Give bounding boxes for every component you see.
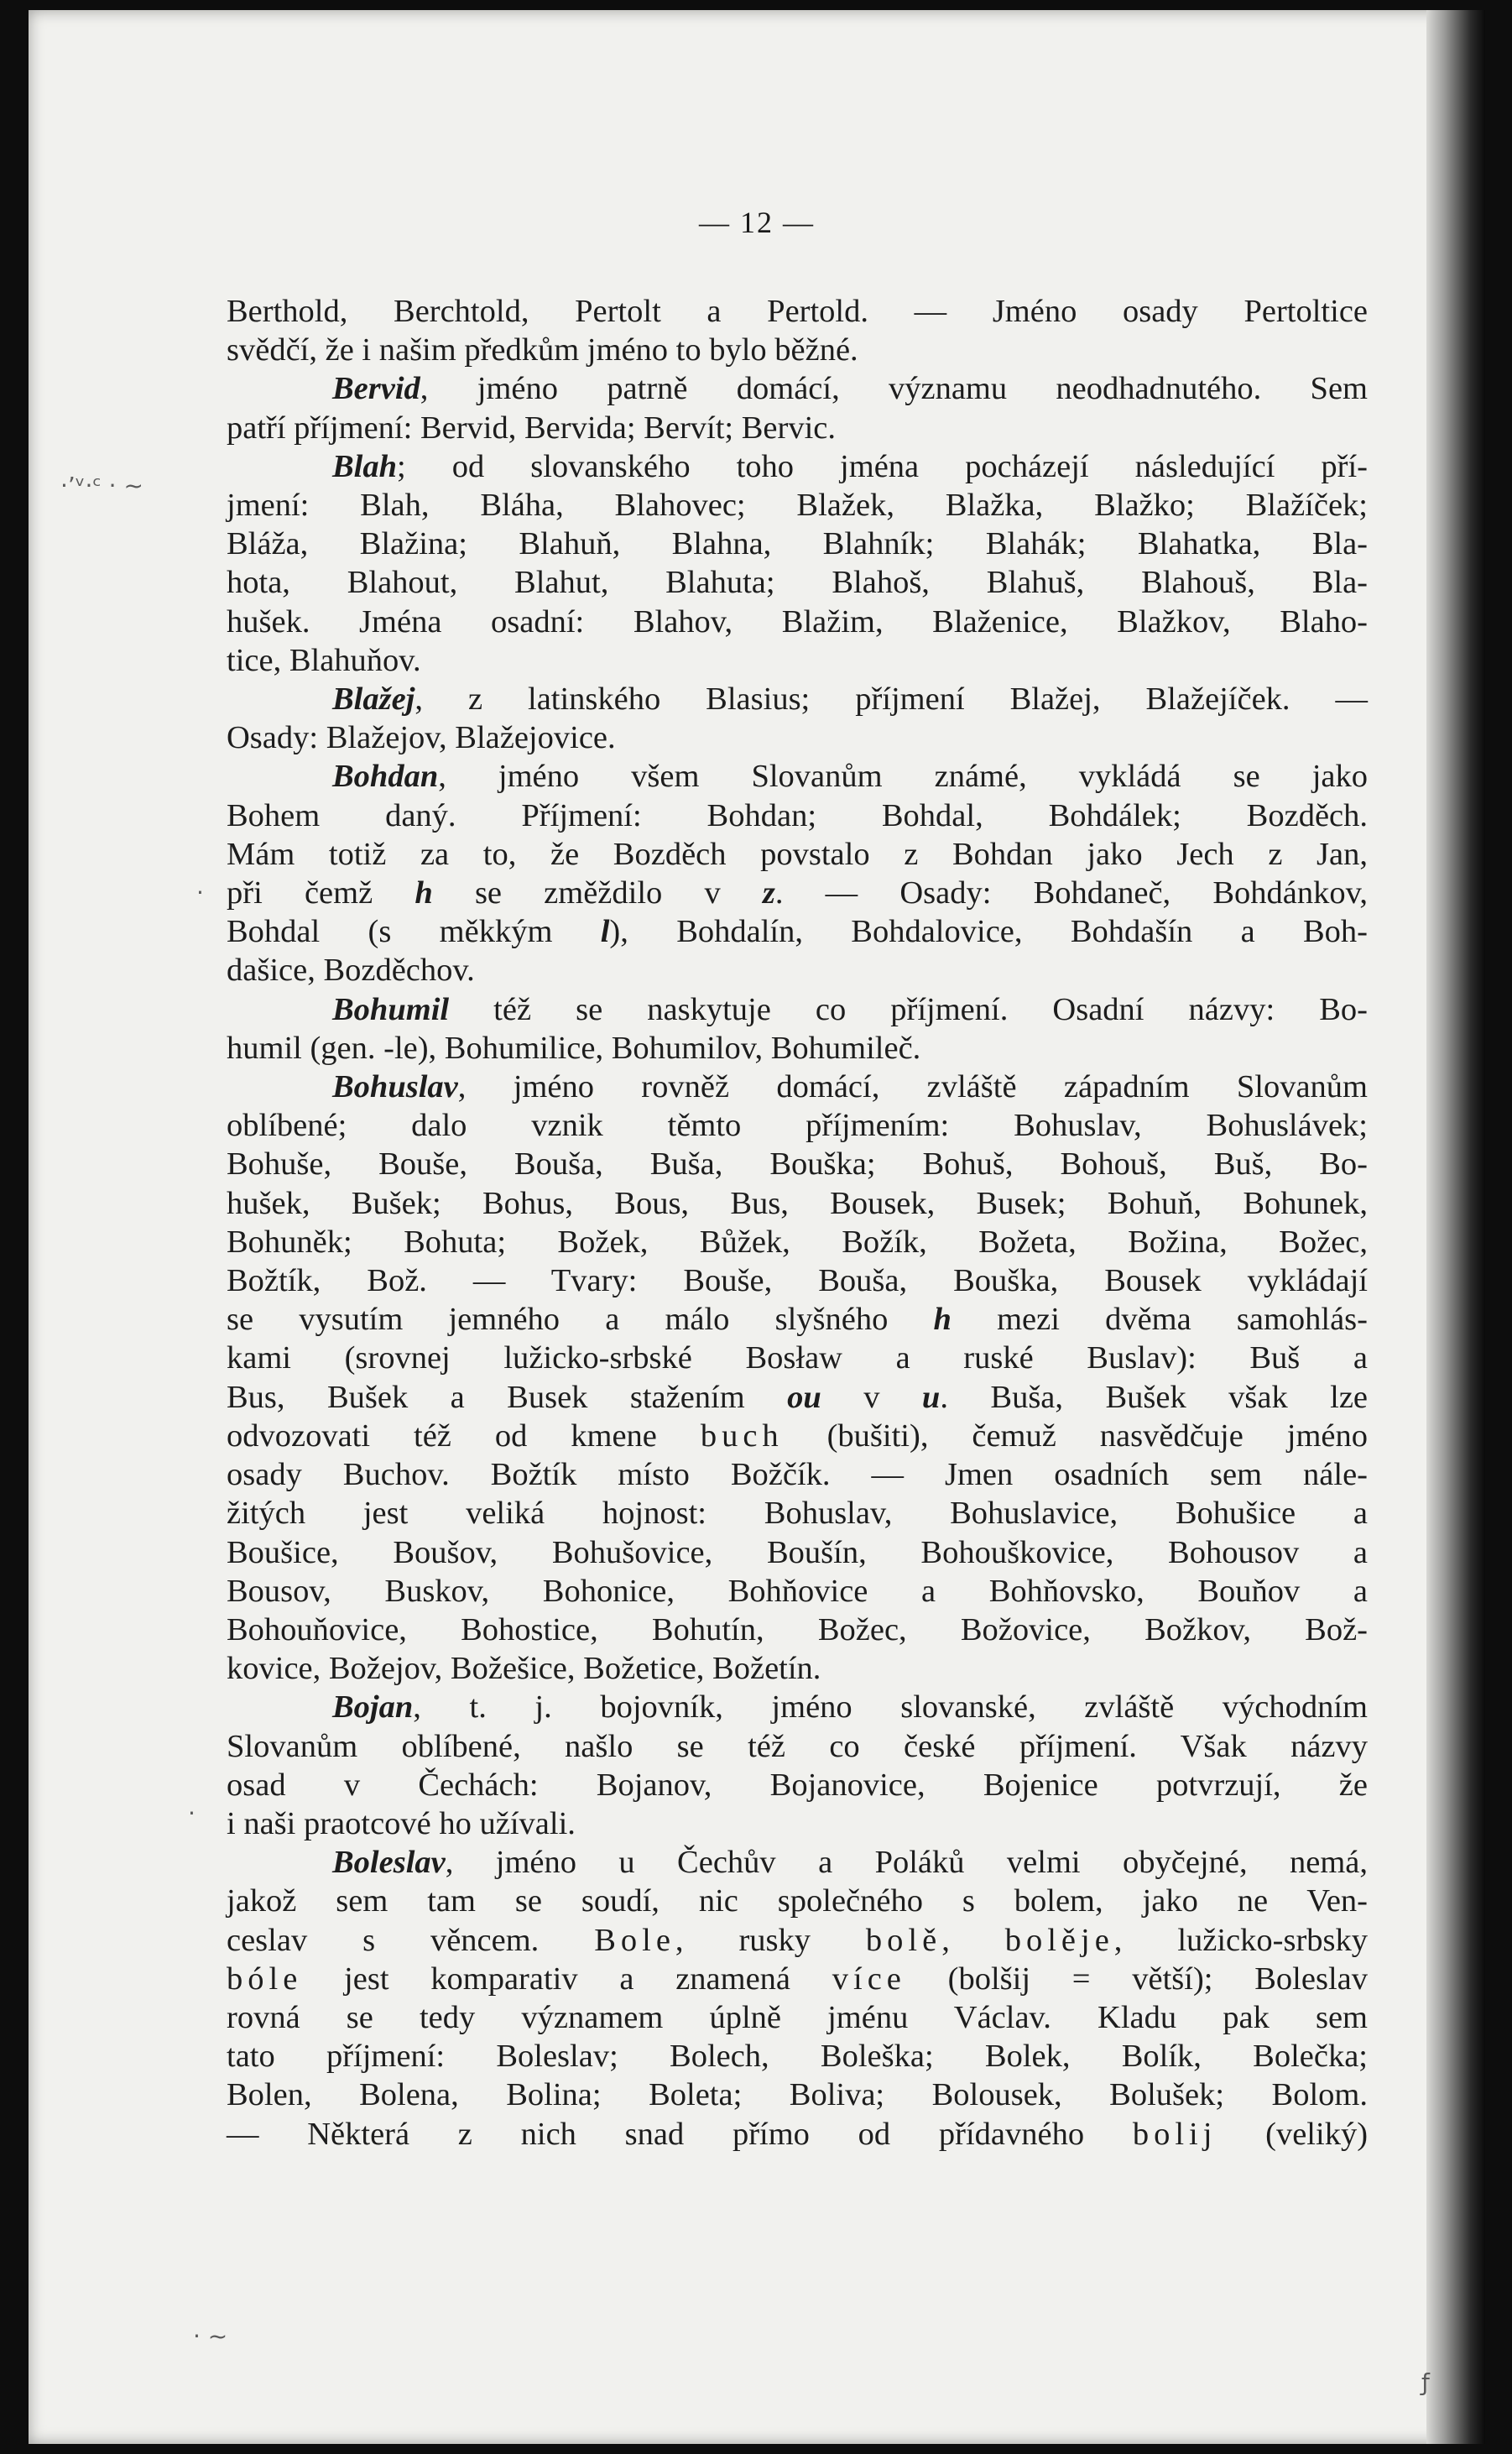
spaced-term: více (832, 1961, 906, 1997)
text-segment: patří příjmení: Bervid, Bervida; Bervít; Bervic. (227, 410, 836, 446)
emphasized-term: Bojan (332, 1689, 414, 1726)
text-segment: Boušice, Boušov, Bohušovice, Boušín, Bohouškovice, Bohousov a (227, 1534, 1368, 1570)
text-segment: Berthold, Berchtold, Pertolt a Pertold. — Jméno osady Pertoltice (227, 294, 1368, 329)
text-segment: se vysutím jemného a málo slyšného (227, 1302, 934, 1338)
text-segment: Bohuněk; Bohuta; Božek, Bůžek, Božík, Božeta, Božina, Božec, (227, 1224, 1368, 1260)
text-segment: Slovanům oblíbené, našlo se též co české příjmení. Však názvy (227, 1728, 1368, 1764)
text-line (227, 603, 1368, 641)
text-segment: hušek, Bušek; Bohus, Bous, Bus, Bousek, Busek; Bohuň, Bohunek, (227, 1185, 1368, 1221)
text-segment: rovná se tedy významem úplně jménu Václav. Kladu pak sem (227, 1999, 1368, 2035)
text-segment: jmení: Blah, Bláha, Blahovec; Blažek, Blažka, Blažko; Blažíček; (227, 488, 1368, 524)
text-segment: i naši praotcové ho užívali. (227, 1805, 576, 1841)
text-line (227, 486, 1368, 525)
text-segment: Osady: Blažejov, Blažejovice. (227, 720, 616, 756)
text-segment: tato příjmení: Boleslav; Bolech, Boleška; Bolek, Bolík, Bolečka; (227, 2039, 1368, 2075)
text-segment: tice, Blahuňov. (227, 642, 421, 678)
text-line (227, 1843, 1368, 1882)
text-line (227, 292, 1368, 331)
text-line (227, 1223, 1368, 1261)
text-line (227, 1649, 1368, 1688)
text-segment: Bláža, Blažina; Blahuň, Blahna, Blahník; Blahák; Blahatka, Bla- (227, 526, 1368, 562)
emphasized-term: Bohuslav (332, 1069, 458, 1105)
text-segment: (bolšij = větší); Boleslav (905, 1961, 1368, 1997)
book-spine-shadow (1426, 10, 1485, 2444)
text-line (227, 1106, 1368, 1145)
text-line (227, 757, 1368, 796)
spaced-term: buch (700, 1418, 784, 1454)
text-line (227, 1533, 1368, 1572)
text-line (227, 912, 1368, 951)
text-line (227, 1145, 1368, 1183)
text-segment: kami (srovnej lužicko-srbské Bosław a ruské Buslav): Buš a (227, 1340, 1368, 1376)
text-segment: hušek. Jména osadní: Blahov, Blažim, Blaženice, Blažkov, Blaho- (227, 603, 1368, 640)
text-line (227, 1068, 1368, 1106)
text-segment: svědčí, že i našim předkům jméno to bylo běžné. (227, 332, 858, 368)
text-segment: hota, Blahout, Blahut, Blahuta; Blahoš, Blahuš, Blahouš, Bla- (227, 565, 1368, 601)
text-segment: ; od slovanského toho jména pocházejí následující pří- (397, 448, 1368, 484)
margin-mark-bottom-right: ƒ (1421, 2368, 1430, 2396)
emphasized-term: Blažej (332, 681, 415, 718)
text-line (227, 1804, 1368, 1843)
emphasized-term: l (600, 914, 610, 950)
text-segment: , jméno patrně domácí, významu neodhadnutého. Sem (420, 371, 1368, 407)
emphasized-term: Bervid (332, 371, 420, 407)
spaced-term: bolě (865, 1922, 942, 1958)
text-segment: , lužicko-srbsky (1113, 1922, 1368, 1958)
text-segment: (bušiti), čemuž nasvědčuje jméno (783, 1418, 1368, 1454)
emphasized-term: h (933, 1302, 952, 1338)
text-segment: osad v Čechách: Bojanov, Bojanovice, Bojenice potvrzují, že (227, 1767, 1368, 1803)
margin-mark-mid-left: · (196, 879, 204, 906)
book-page (29, 10, 1485, 2444)
emphasized-term: Bohdan (332, 759, 439, 795)
text-line (227, 1339, 1368, 1377)
text-segment: osady Buchov. Božtík místo Božčík. — Jmen osadních sem nále- (227, 1457, 1368, 1493)
text-line (227, 835, 1368, 874)
emphasized-term: h (414, 875, 433, 911)
text-line (227, 409, 1368, 447)
text-segment: dašice, Bozděchov. (227, 953, 475, 989)
text-segment: Bousov, Buskov, Bohonice, Bohňovice a Bohňovsko, Bouňov a (227, 1573, 1368, 1609)
emphasized-term: Boleslav (332, 1845, 446, 1881)
text-line (227, 331, 1368, 369)
spaced-term: bolěje (1004, 1922, 1114, 1958)
margin-mark-top-left: ·’ᵛ·ᶜ · ~ (60, 472, 143, 499)
emphasized-term: Bohumil (332, 991, 450, 1027)
text-line (227, 1572, 1368, 1611)
emphasized-term: z (762, 875, 775, 911)
text-segment: též se naskytuje co příjmení. Osadní názvy: Bo- (449, 991, 1368, 1027)
text-line (227, 718, 1368, 757)
text-line (227, 1882, 1368, 1920)
text-segment: ), Bohdalín, Bohdalovice, Bohdašín a Boh- (609, 914, 1369, 950)
text-segment: Bohouňovice, Bohostice, Bohutín, Božec, Božovice, Božkov, Bož- (227, 1611, 1368, 1647)
body-text (227, 292, 1368, 2154)
text-segment: Bohdal (s měkkým (227, 914, 601, 950)
page-number: — 12 — (699, 206, 815, 239)
text-segment: Bus, Bušek a Busek stažením (227, 1379, 788, 1415)
text-segment: při čemž (227, 875, 415, 911)
text-line (227, 2115, 1368, 2154)
text-segment: Božtík, Bož. — Tvary: Bouše, Bouša, Bouška, Bousek vykládají (227, 1263, 1368, 1299)
text-segment: žitých jest veliká hojnost: Bohuslav, Bohuslavice, Bohušice a (227, 1496, 1368, 1532)
text-line (227, 1261, 1368, 1300)
text-line (227, 1727, 1368, 1766)
text-segment: odvozovati též od kmene (227, 1418, 701, 1454)
text-line (227, 1494, 1368, 1532)
emphasized-term: ou (787, 1379, 821, 1415)
text-segment: oblíbené; dalo vznik těmto příjmením: Bohuslav, Bohuslávek; (227, 1108, 1368, 1144)
text-line (227, 1029, 1368, 1068)
margin-mark-bottom-left: · ~ (193, 2322, 228, 2350)
text-line (227, 1960, 1368, 1998)
text-line (227, 1611, 1368, 1649)
text-segment: (veliký) (1217, 2116, 1369, 2152)
text-segment: jakož sem tam se soudí, nic společného s bolem, jako ne Ven- (227, 1883, 1368, 1919)
text-line (227, 563, 1368, 602)
text-segment: , jméno všem Slovanům známé, vykládá se jako (438, 759, 1368, 795)
text-segment: , t. j. bojovník, jméno slovanské, zvláště východním (413, 1689, 1368, 1726)
text-segment: Bolen, Bolena, Bolina; Boleta; Boliva; Bolousek, Bolušek; Bolom. (227, 2077, 1368, 2113)
spaced-term: bolij (1132, 2116, 1217, 2152)
text-line (227, 2075, 1368, 2114)
emphasized-term: Blah (332, 448, 398, 484)
text-line (227, 1300, 1368, 1339)
text-segment: Mám totiž za to, že Bozděch povstalo z Bohdan jako Jech z Jan, (227, 836, 1368, 872)
text-segment: v (821, 1379, 922, 1415)
text-segment: jest komparativ a znamená (302, 1961, 832, 1997)
text-line (227, 951, 1368, 989)
text-segment: , z latinského Blasius; příjmení Blažej, Blažejíček. — (414, 681, 1368, 718)
text-segment: kovice, Božejov, Božešice, Božetice, Božetín. (227, 1651, 821, 1687)
text-line (227, 874, 1368, 912)
text-segment: humil (gen. -le), Bohumilice, Bohumilov, Bohumileč. (227, 1030, 921, 1066)
text-line (227, 990, 1368, 1029)
text-segment: , rusky (675, 1922, 866, 1958)
text-segment: ceslav s věncem. (227, 1922, 595, 1958)
text-line (227, 1455, 1368, 1494)
text-segment: . Buša, Bušek však lze (940, 1379, 1369, 1415)
text-line (227, 369, 1368, 408)
spaced-term: Bole (594, 1922, 675, 1958)
text-line (227, 796, 1368, 835)
text-line (227, 1921, 1368, 1960)
text-line (227, 680, 1368, 718)
text-segment: Bohem daný. Příjmení: Bohdan; Bohdal, Bohdálek; Bozděch. (227, 797, 1368, 833)
text-line (227, 525, 1368, 563)
text-segment: se změždilo v (432, 875, 763, 911)
text-line (227, 1184, 1368, 1223)
text-line (227, 1378, 1368, 1417)
margin-mark-lower-left: · (188, 1799, 196, 1827)
emphasized-term: u (921, 1379, 941, 1415)
text-line (227, 1766, 1368, 1804)
text-line (227, 1417, 1368, 1455)
text-line (227, 1998, 1368, 2037)
text-line (227, 447, 1368, 486)
text-segment: Bohuše, Bouše, Bouša, Buša, Bouška; Bohuš, Bohouš, Buš, Bo- (227, 1146, 1368, 1183)
spaced-term: bóle (227, 1961, 303, 1997)
text-line (227, 2037, 1368, 2075)
text-segment: , jméno u Čechův a Poláků velmi obyčejné, nemá, (445, 1845, 1368, 1881)
text-line (227, 641, 1368, 680)
text-segment: mezi dvěma samohlás- (951, 1302, 1368, 1338)
text-segment: . — Osady: Bohdaneč, Bohdánkov, (774, 875, 1368, 911)
text-segment: — Některá z nich snad přímo od přídavného (227, 2116, 1133, 2152)
text-segment: , jméno rovněž domácí, zvláště západním Slovanům (457, 1069, 1368, 1105)
text-line (227, 1688, 1368, 1726)
text-segment: , (941, 1922, 1005, 1958)
